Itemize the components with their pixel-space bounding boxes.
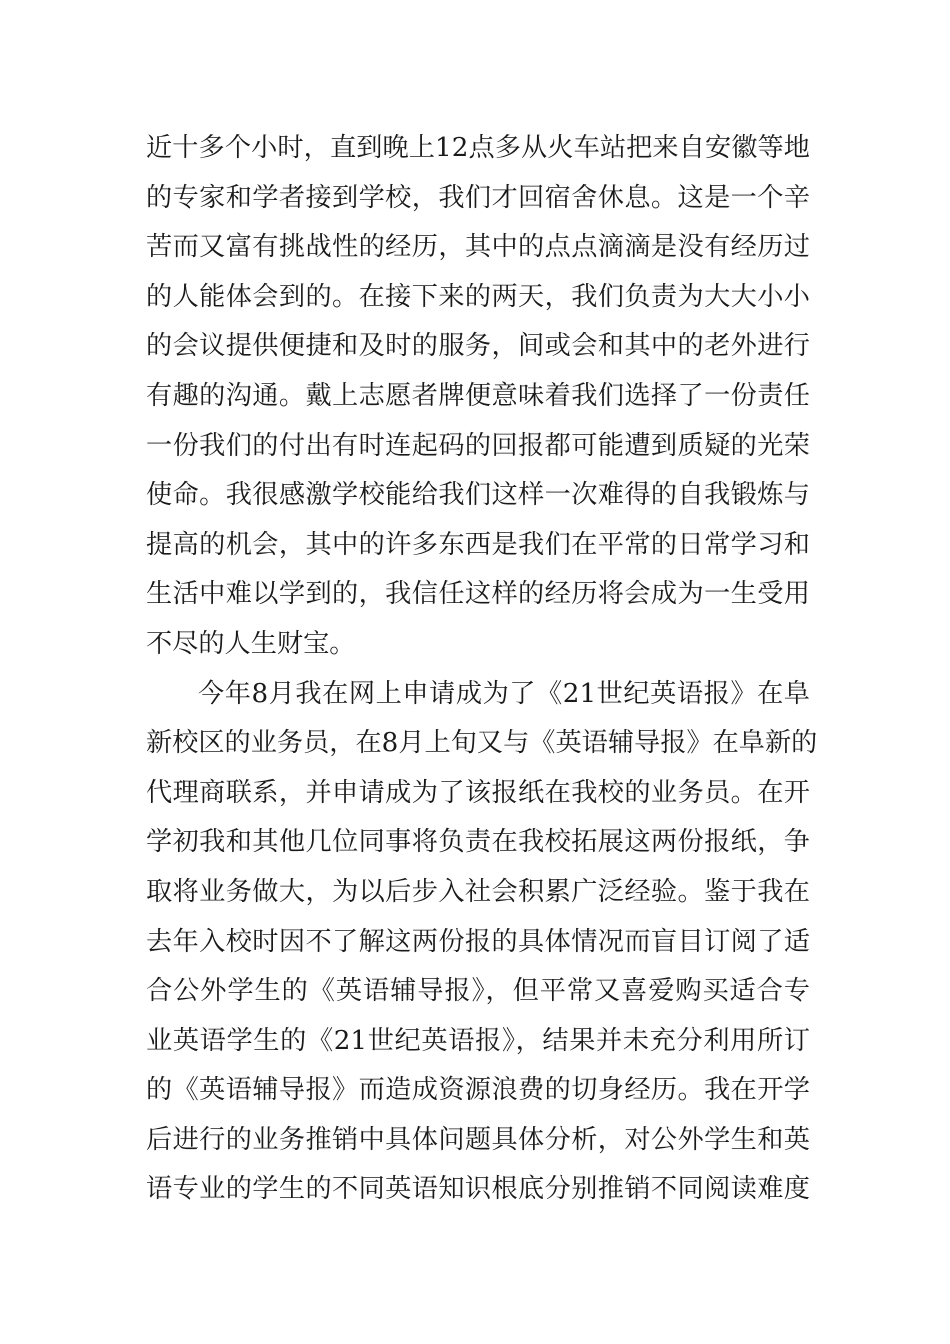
text-line: 学初我和其他几位同事将负责在我校拓展这两份报纸，争: [146, 827, 810, 858]
text-line: 今年8月我在网上申请成为了《21世纪英语报》在阜: [198, 678, 810, 709]
text-line: 的会议提供便捷和及时的服务，间或会和其中的老外进行: [146, 331, 810, 362]
paragraph-1: [146, 124, 810, 670]
text-line: 一份我们的付出有时连起码的回报都可能遭到质疑的光荣: [146, 430, 810, 461]
paragraph-2: [146, 670, 818, 1216]
text-line: 去年入校时因不了解这两份报的具体情况而盲目订阅了适: [146, 926, 810, 957]
text-line: 合公外学生的《英语辅导报》，但平常又喜爱购买适合专: [146, 976, 810, 1007]
text-line: 的《英语辅导报》而造成资源浪费的切身经历。我在开学: [146, 1075, 810, 1106]
document-body: [146, 124, 818, 1215]
text-line: 语专业的学生的不同英语知识根底分别推销不同阅读难度: [146, 1174, 810, 1205]
text-line: 取将业务做大，为以后步入社会积累广泛经验。鉴于我在: [146, 876, 810, 907]
text-line: 近十多个小时，直到晚上12点多从火车站把来自安徽等地: [146, 133, 810, 163]
text-line: 使命。我很感激学校能给我们这样一次难得的自我锻炼与: [146, 480, 810, 511]
text-line: 苦而又富有挑战性的经历，其中的点点滴滴是没有经历过: [146, 232, 810, 263]
text-line: 有趣的沟通。戴上志愿者牌便意味着我们选择了一份责任: [146, 380, 810, 411]
text-line: 生活中难以学到的，我信任这样的经历将会成为一生受用: [146, 579, 810, 610]
text-line: 新校区的业务员，在8月上旬又与《英语辅导报》在阜新的: [146, 728, 818, 759]
text-line: 后进行的业务推销中具体问题具体分析，对公外学生和英: [146, 1124, 810, 1155]
text-line: 不尽的人生财宝。: [146, 628, 356, 659]
text-line: 代理商联系，并申请成为了该报纸在我校的业务员。在开: [146, 777, 810, 808]
text-line: 的专家和学者接到学校，我们才回宿舍休息。这是一个辛: [146, 182, 810, 213]
text-line: 提高的机会，其中的许多东西是我们在平常的日常学习和: [146, 529, 810, 560]
text-line: 的人能体会到的。在接下来的两天，我们负责为大大小小: [146, 281, 810, 312]
text-line: 业英语学生的《21世纪英语报》，结果并未充分利用所订: [146, 1025, 810, 1056]
